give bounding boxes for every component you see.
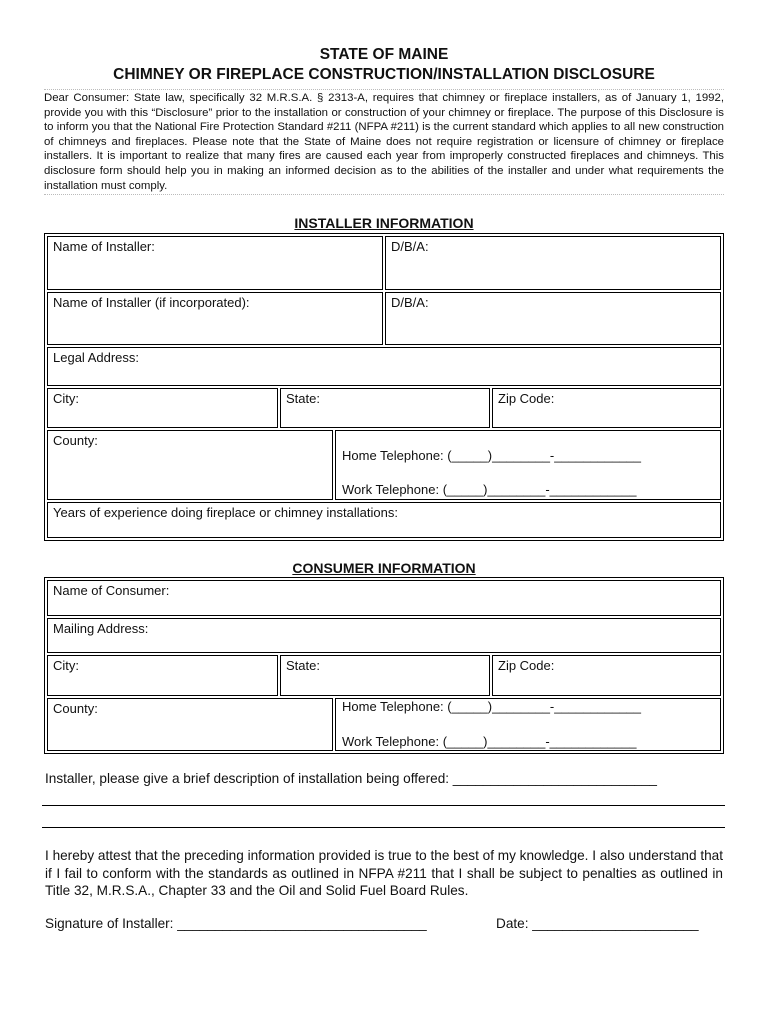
- installer-name-label: Name of Installer:: [53, 239, 155, 254]
- installer-city-field[interactable]: [47, 388, 278, 428]
- installer-name-field[interactable]: [47, 236, 383, 290]
- installer-dba-label: D/B/A:: [391, 239, 429, 254]
- installer-years-field[interactable]: [47, 502, 721, 538]
- installer-city-label: City:: [53, 391, 79, 406]
- installer-zip-field[interactable]: [492, 388, 721, 428]
- installer-phone-cell: [335, 430, 721, 500]
- installer-county-label: County:: [53, 433, 98, 448]
- attestation-paragraph: I hereby attest that the preceding information provided is true to the best of my knowledge. I also understand that if I fail to conform with the standards as outlined in NFPA #211 that I shall be subject to penalties as outlined in Title 32, M.R.S.A., Chapter 33 and the Oil and Solid Fuel Board Rules.: [45, 848, 723, 898]
- installer-name-inc-field[interactable]: [47, 292, 383, 345]
- consumer-county-field[interactable]: [47, 698, 333, 751]
- consumer-name-label: Name of Consumer:: [53, 583, 170, 598]
- description-line-2[interactable]: [42, 827, 725, 828]
- installer-dba2-label: D/B/A:: [391, 295, 429, 310]
- description-line-1[interactable]: [42, 805, 725, 806]
- installer-legal-address-field[interactable]: [47, 347, 721, 386]
- signature-date-field[interactable]: Date: ______________________: [496, 916, 699, 931]
- intro-paragraph: Dear Consumer: State law, specifically 32 M.R.S.A. § 2313-A, requires that chimney or fireplace installers, as of January 1, 1992, provide you with this “Disclosure” prior to the installation or construction of your chimney or fireplace. The purpose of this Disclosure is to inform you that the National Fire Protection Standard #211 (NFPA #211) is the current standard which applies to all new construction of chimneys and fireplaces. Please note that the State of Maine does not require registration or licensure of chimney or fireplace installers. It is important to realize that many fires are caused each year from improperly constructed fireplaces and chimneys. This disclosure form should help you in making an informed decision as to the abilities of the installer and under what requirements the installation must comply.: [44, 89, 724, 195]
- consumer-county-label: County:: [53, 701, 98, 716]
- consumer-work-telephone[interactable]: Work Telephone: (_____)________-____________: [342, 734, 637, 749]
- consumer-home-telephone[interactable]: Home Telephone: (_____)________-____________: [342, 699, 642, 714]
- installer-dba2-field[interactable]: [385, 292, 721, 345]
- description-prompt[interactable]: Installer, please give a brief description of installation being offered: ___________________________: [45, 771, 657, 786]
- installer-work-telephone[interactable]: Work Telephone: (_____)________-____________: [342, 482, 637, 497]
- consumer-name-field[interactable]: [47, 580, 721, 616]
- installer-years-label: Years of experience doing fireplace or chimney installations:: [53, 505, 398, 520]
- installer-state-field[interactable]: [280, 388, 490, 428]
- installer-home-telephone[interactable]: Home Telephone: (_____)________-____________: [342, 448, 642, 463]
- consumer-zip-label: Zip Code:: [498, 658, 555, 673]
- installer-signature-field[interactable]: Signature of Installer: _________________________________: [45, 916, 427, 931]
- form-title-state: STATE OF MAINE: [319, 46, 449, 63]
- installer-heading: INSTALLER INFORMATION: [294, 215, 474, 231]
- consumer-zip-field[interactable]: [492, 655, 721, 696]
- installer-legal-address-label: Legal Address:: [53, 350, 140, 365]
- consumer-state-field[interactable]: [280, 655, 490, 696]
- consumer-table: [44, 577, 724, 754]
- form-title: CHIMNEY OR FIREPLACE CONSTRUCTION/INSTALLATION DISCLOSURE: [113, 66, 655, 83]
- consumer-city-label: City:: [53, 658, 79, 673]
- consumer-city-field[interactable]: [47, 655, 278, 696]
- installer-name-inc-label: Name of Installer (if incorporated):: [53, 295, 250, 310]
- consumer-phone-cell: [335, 698, 721, 751]
- consumer-heading: CONSUMER INFORMATION: [292, 560, 476, 576]
- installer-state-label: State:: [286, 391, 320, 406]
- consumer-mailing-label: Mailing Address:: [53, 621, 149, 636]
- installer-dba-field[interactable]: [385, 236, 721, 290]
- consumer-mailing-field[interactable]: [47, 618, 721, 653]
- consumer-state-label: State:: [286, 658, 320, 673]
- installer-county-field[interactable]: [47, 430, 333, 500]
- installer-zip-label: Zip Code:: [498, 391, 555, 406]
- installer-table: [44, 233, 724, 541]
